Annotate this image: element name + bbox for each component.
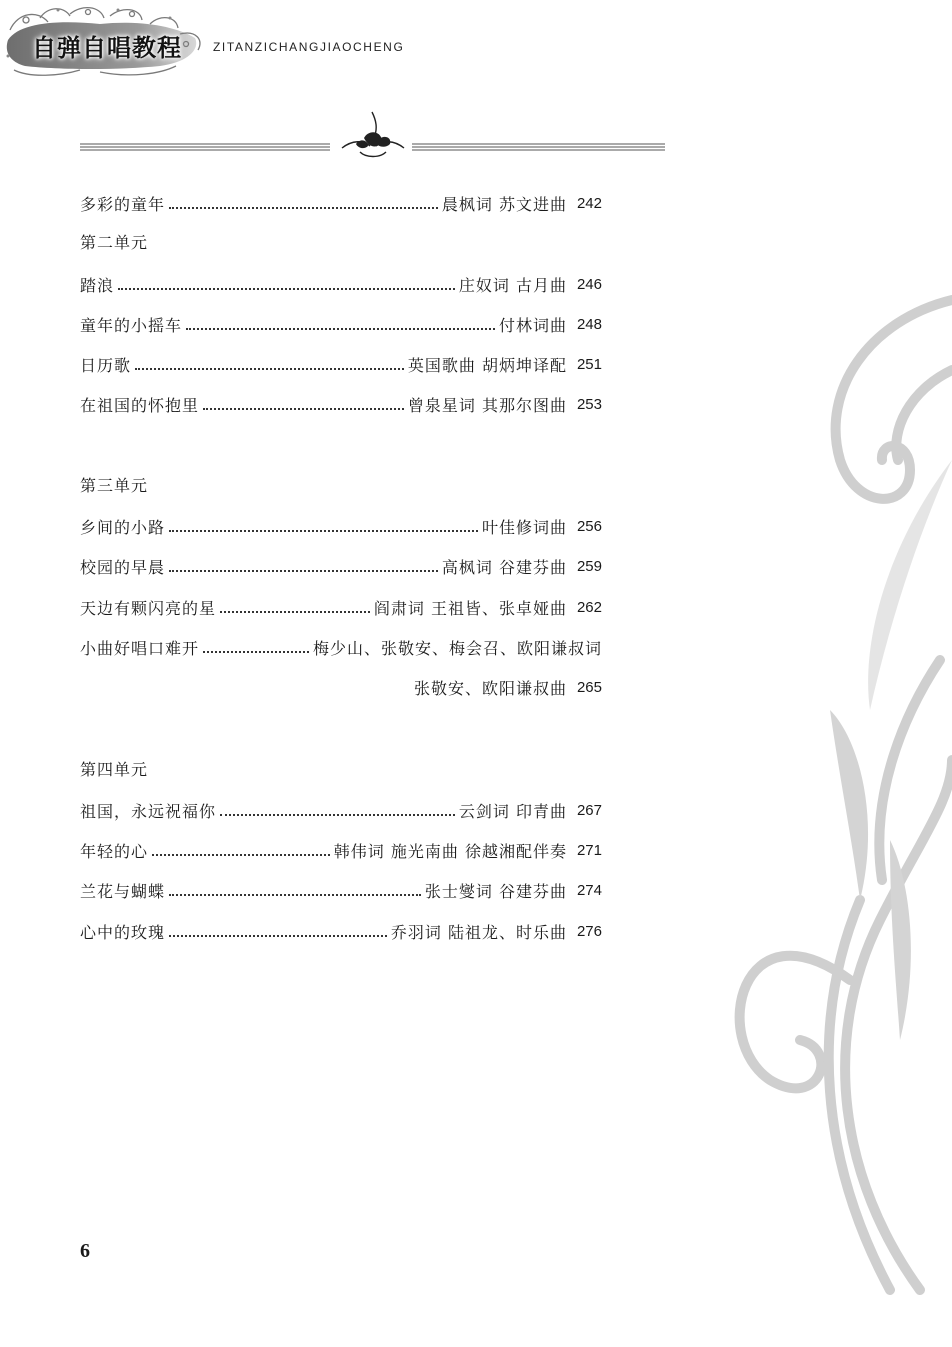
- entry-credit: 张士燮词 谷建芬曲: [424, 881, 567, 901]
- entry-title: 年轻的心: [80, 841, 149, 861]
- toc-entry[interactable]: [80, 389, 602, 419]
- ornamental-divider-icon: [80, 108, 665, 164]
- entry-page: 246: [576, 275, 602, 293]
- entry-credit: 付林词曲: [498, 315, 567, 335]
- entry-page: 256: [576, 517, 602, 535]
- toc-entry-continuation[interactable]: [80, 672, 602, 702]
- toc-entry[interactable]: [80, 551, 602, 581]
- dot-leader: [152, 836, 330, 856]
- book-title-pinyin: ZITANZICHANGJIAOCHENG: [213, 40, 405, 54]
- dot-leader: [169, 917, 387, 937]
- book-title: 自弹自唱教程: [32, 34, 182, 62]
- entry-page: 271: [576, 841, 602, 859]
- entry-credit: 张敬安、欧阳谦叔曲: [413, 678, 567, 698]
- toc-entry[interactable]: [80, 511, 602, 541]
- dot-leader: [169, 876, 421, 896]
- entry-page: 248: [576, 315, 602, 333]
- toc-entry[interactable]: [80, 795, 602, 825]
- dot-leader: [118, 270, 455, 290]
- entry-title: 多彩的童年: [80, 194, 166, 214]
- dot-leader: [203, 390, 404, 410]
- entry-page: 262: [576, 598, 602, 616]
- entry-credit: 韩伟词 施光南曲 徐越湘配伴奏: [333, 841, 567, 861]
- entry-credit: 乔羽词 陆祖龙、时乐曲: [390, 922, 567, 942]
- entry-credit: 曾泉星词 其那尔图曲: [407, 395, 567, 415]
- toc-entry[interactable]: [80, 349, 602, 379]
- entry-page: 242: [576, 194, 602, 212]
- dot-leader: [220, 593, 370, 613]
- toc-entry[interactable]: [80, 269, 602, 299]
- entry-page: 267: [576, 801, 602, 819]
- entry-title: 兰花与蝴蝶: [80, 881, 166, 901]
- section-heading: 第二单元: [80, 233, 149, 252]
- toc-entry[interactable]: [80, 592, 602, 622]
- entry-page: 265: [576, 678, 602, 696]
- toc-entry[interactable]: [80, 309, 602, 339]
- entry-title: 乡间的小路: [80, 517, 166, 537]
- entry-title: 在祖国的怀抱里: [80, 395, 200, 415]
- dot-leader: [169, 512, 478, 532]
- entry-credit: 高枫词 谷建芬曲: [441, 557, 567, 577]
- entry-credit: 云剑词 印青曲: [458, 801, 567, 821]
- entry-credit: 晨枫词 苏文进曲: [441, 194, 567, 214]
- toc-entry[interactable]: [80, 835, 602, 865]
- entry-page: 251: [576, 355, 602, 373]
- entry-credit: 庄奴词 古月曲: [458, 275, 567, 295]
- header-banner: [0, 0, 210, 80]
- section-heading: 第四单元: [80, 760, 149, 779]
- entry-title: 心中的玫瑰: [80, 922, 166, 942]
- dot-leader: [186, 310, 495, 330]
- section-heading: 第三单元: [80, 476, 149, 495]
- dot-leader: [203, 633, 309, 653]
- entry-title: 天边有颗闪亮的星: [80, 598, 217, 618]
- entry-title: 祖国，永远祝福你: [80, 801, 217, 821]
- dot-leader: [220, 796, 455, 816]
- entry-credit: 梅少山、张敬安、梅会召、欧阳谦叔词: [312, 638, 602, 658]
- entry-credit: 叶佳修词曲: [481, 517, 567, 537]
- dot-leader: [135, 350, 404, 370]
- entry-title: 童年的小摇车: [80, 315, 183, 335]
- toc-entry[interactable]: [80, 916, 602, 946]
- toc-entry[interactable]: [80, 632, 602, 662]
- dot-leader: [169, 552, 438, 572]
- entry-title: 小曲好唱口难开: [80, 638, 200, 658]
- entry-credit: 英国歌曲 胡炳坤译配: [407, 355, 567, 375]
- toc-entry[interactable]: [80, 875, 602, 905]
- dot-leader: [169, 189, 438, 209]
- swirl-decoration-icon: [620, 280, 952, 1310]
- entry-page: 259: [576, 557, 602, 575]
- page-number: 6: [80, 1240, 90, 1262]
- entry-page: 274: [576, 881, 602, 899]
- entry-credit: 阎肃词 王祖皆、张卓娅曲: [373, 598, 567, 618]
- entry-title: 校园的早晨: [80, 557, 166, 577]
- entry-title: 踏浪: [80, 275, 115, 295]
- entry-page: 253: [576, 395, 602, 413]
- toc-entry[interactable]: [80, 188, 602, 218]
- entry-page: 276: [576, 922, 602, 940]
- entry-title: 日历歌: [80, 355, 132, 375]
